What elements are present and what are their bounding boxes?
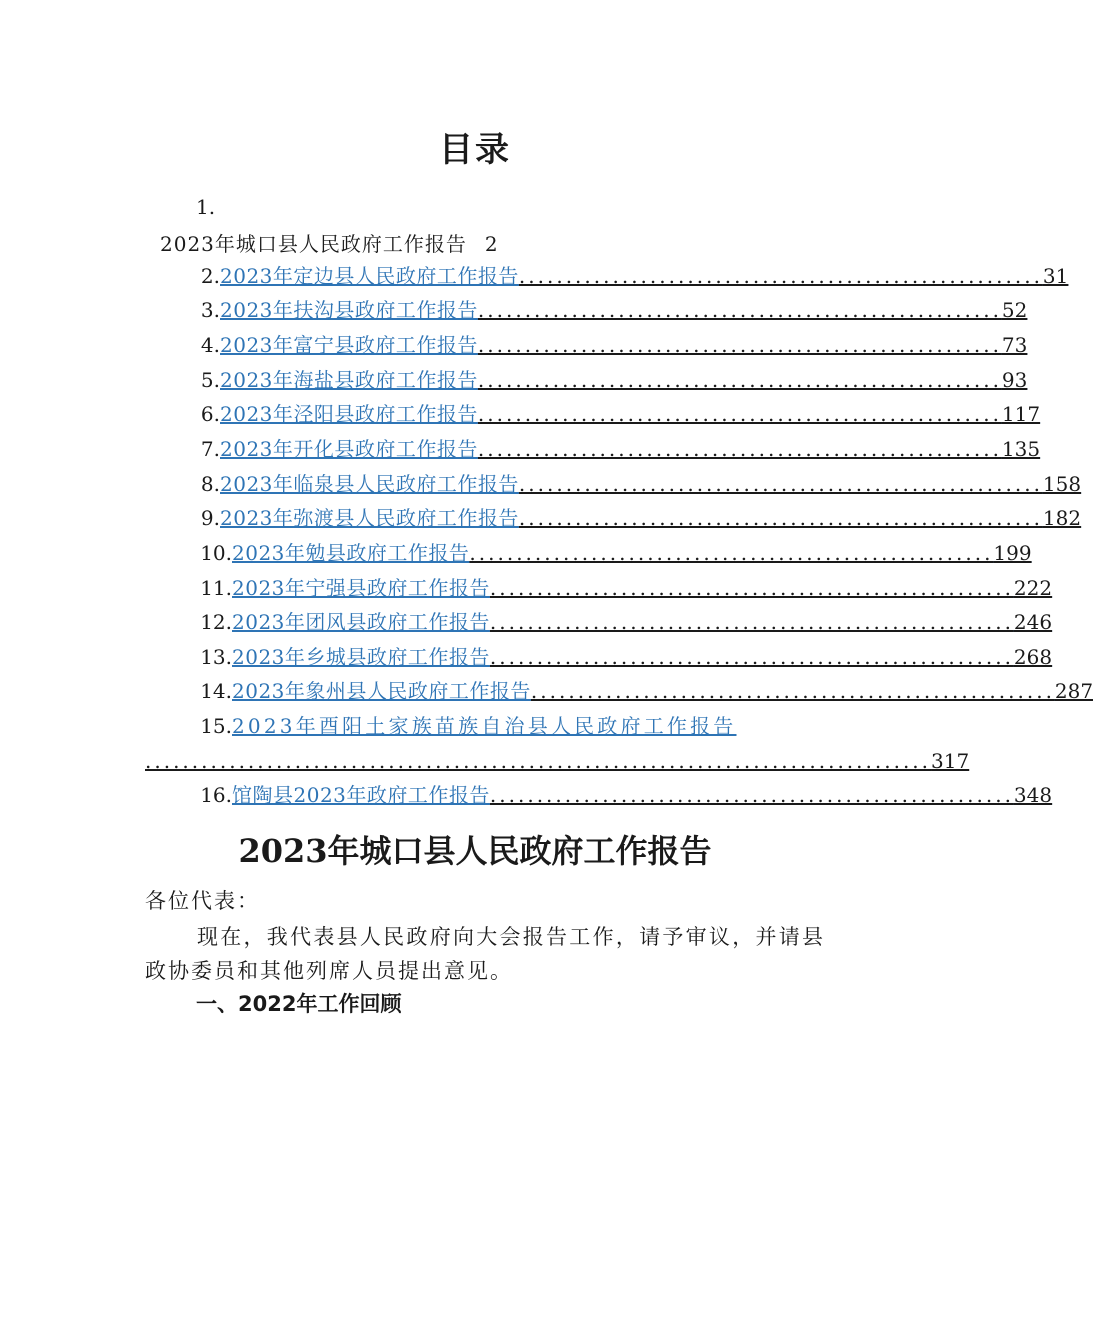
toc-item-number: 10. bbox=[200, 541, 232, 565]
toc-item-text: 馆陶县2023年政府工作报告 bbox=[232, 783, 490, 807]
toc-item-number: 5. bbox=[200, 368, 220, 392]
toc-item-page: 348 bbox=[1013, 783, 1053, 807]
toc-item-text: 2023年泾阳县政府工作报告 bbox=[220, 402, 478, 426]
toc-leader-dots: ........................................................ bbox=[518, 472, 1043, 496]
toc-item-link[interactable] bbox=[232, 538, 1032, 568]
toc-item-number: 3. bbox=[200, 298, 220, 322]
toc-item-14 bbox=[0, 676, 1093, 706]
toc-leader-dots: ........................................................ bbox=[477, 368, 1002, 392]
toc-item-number: 8. bbox=[200, 472, 220, 496]
toc-item-link[interactable] bbox=[232, 607, 1053, 637]
toc-item-page: 93 bbox=[1001, 368, 1028, 392]
toc-leader-dots: ........................................................ bbox=[518, 264, 1043, 288]
toc-first-entry-page: 2 bbox=[484, 232, 499, 256]
toc-item-2 bbox=[0, 261, 1069, 291]
toc-item-text: 2023年乡城县政府工作报告 bbox=[232, 645, 490, 669]
toc-leader-dots: ........................................................ bbox=[530, 679, 1055, 703]
toc-item-3 bbox=[0, 295, 1028, 325]
toc-item-link[interactable] bbox=[232, 711, 806, 741]
toc-item-link[interactable] bbox=[232, 573, 1053, 603]
toc-item-page: 222 bbox=[1013, 576, 1053, 600]
toc-item-7 bbox=[0, 434, 1041, 464]
toc-item-number: 13. bbox=[200, 645, 232, 669]
toc-item-number: 15. bbox=[200, 714, 232, 738]
toc-item-link[interactable] bbox=[220, 365, 1028, 395]
toc-leader-dots: ........................................................ bbox=[477, 437, 1002, 461]
body-paragraph: 现在，我代表县人民政府向大会报告工作，请予审议，并请县政协委员和其他列席人员提出意见。 bbox=[145, 925, 825, 983]
toc-item-16 bbox=[0, 780, 1053, 810]
toc-item-page: 268 bbox=[1013, 645, 1053, 669]
toc-item-link[interactable] bbox=[220, 434, 1041, 464]
toc-item-9 bbox=[0, 503, 1082, 533]
toc-leader-dots: ........................................................ bbox=[469, 541, 994, 565]
toc-item-text: 2023年团风县政府工作报告 bbox=[232, 610, 490, 634]
toc-item-link[interactable] bbox=[220, 330, 1028, 360]
toc-item-text: 2023年酉阳土家族苗族自治县人民政府工作报告 bbox=[232, 714, 737, 738]
toc-item-page: 317 bbox=[931, 749, 970, 773]
toc-item-4 bbox=[0, 330, 1028, 360]
toc-item-link[interactable] bbox=[220, 503, 1082, 533]
toc-item-page: 287 bbox=[1054, 679, 1093, 703]
toc-item-link[interactable] bbox=[220, 261, 1069, 291]
toc-leader-dots: ........................................................ bbox=[477, 402, 1002, 426]
toc-item-page: 246 bbox=[1013, 610, 1053, 634]
toc-item-number: 9. bbox=[200, 506, 220, 530]
toc-item-link[interactable] bbox=[232, 676, 1093, 706]
toc-item-text: 2023年宁强县政府工作报告 bbox=[232, 576, 490, 600]
toc-item-text: 2023年弥渡县人民政府工作报告 bbox=[220, 506, 519, 530]
toc-item-number: 12. bbox=[200, 610, 232, 634]
toc-leader-dots: .................................................................................... bbox=[145, 749, 932, 773]
toc-first-entry[interactable] bbox=[160, 228, 499, 257]
toc-item-text: 2023年海盐县政府工作报告 bbox=[220, 368, 478, 392]
toc-item-number: 16. bbox=[200, 783, 232, 807]
toc-item-6 bbox=[0, 399, 1041, 429]
toc-item-text: 2023年象州县人民政府工作报告 bbox=[232, 679, 531, 703]
toc-item-11 bbox=[0, 573, 1053, 603]
toc-item-number: 11. bbox=[200, 576, 232, 600]
section-heading: 一、2022年工作回顾 bbox=[196, 992, 402, 1016]
toc-title: 目录 bbox=[439, 130, 511, 170]
toc-item-page: 135 bbox=[1001, 437, 1041, 461]
toc-item-page: 52 bbox=[1001, 298, 1028, 322]
toc-item-5 bbox=[0, 365, 1028, 395]
toc-leader-dots: ........................................................ bbox=[477, 298, 1002, 322]
toc-item-number: 4. bbox=[200, 333, 220, 357]
toc-item-page: 182 bbox=[1042, 506, 1082, 530]
toc-first-entry-text: 2023年城口县人民政府工作报告 bbox=[160, 232, 467, 256]
toc-item-15-leader[interactable] bbox=[145, 746, 970, 776]
toc-item-link[interactable] bbox=[220, 399, 1041, 429]
toc-leader-dots: ........................................................ bbox=[518, 506, 1043, 530]
toc-item-page: 199 bbox=[993, 541, 1032, 565]
toc-leader-dots: ........................................................ bbox=[477, 333, 1002, 357]
toc-item-text: 2023年定边县人民政府工作报告 bbox=[220, 264, 519, 288]
toc-item-text: 2023年临泉县人民政府工作报告 bbox=[220, 472, 519, 496]
toc-leader-dots: ........................................................ bbox=[489, 783, 1014, 807]
toc-item-link[interactable] bbox=[232, 642, 1053, 672]
toc-item-text: 2023年富宁县政府工作报告 bbox=[220, 333, 478, 357]
document-title: 2023年城口县人民政府工作报告 bbox=[238, 832, 712, 870]
toc-item-15 bbox=[0, 711, 806, 741]
toc-leader-dots: ........................................................ bbox=[489, 610, 1014, 634]
toc-leader-dots: ........................................................ bbox=[489, 645, 1014, 669]
toc-item-page: 31 bbox=[1042, 264, 1069, 288]
toc-item-page: 117 bbox=[1001, 402, 1041, 426]
toc-item-number: 7. bbox=[200, 437, 220, 461]
toc-item-page: 73 bbox=[1001, 333, 1028, 357]
toc-item-link[interactable] bbox=[232, 780, 1053, 810]
toc-item-number: 6. bbox=[200, 402, 220, 426]
greeting: 各位代表： bbox=[145, 889, 260, 913]
toc-item-number: 2. bbox=[200, 264, 220, 288]
toc-item-text: 2023年开化县政府工作报告 bbox=[220, 437, 478, 461]
toc-leader-dots: ........................................................ bbox=[489, 576, 1014, 600]
toc-item-10 bbox=[0, 538, 1032, 568]
toc-item-link[interactable] bbox=[220, 469, 1082, 499]
toc-first-number: 1. bbox=[196, 195, 216, 219]
toc-item-8 bbox=[0, 469, 1082, 499]
toc-item-page: 158 bbox=[1042, 472, 1082, 496]
toc-item-text: 2023年勉县政府工作报告 bbox=[232, 541, 470, 565]
toc-item-link[interactable] bbox=[220, 295, 1028, 325]
toc-item-text: 2023年扶沟县政府工作报告 bbox=[220, 298, 478, 322]
toc-item-12 bbox=[0, 607, 1053, 637]
toc-item-number: 14. bbox=[200, 679, 232, 703]
toc-item-13 bbox=[0, 642, 1053, 672]
